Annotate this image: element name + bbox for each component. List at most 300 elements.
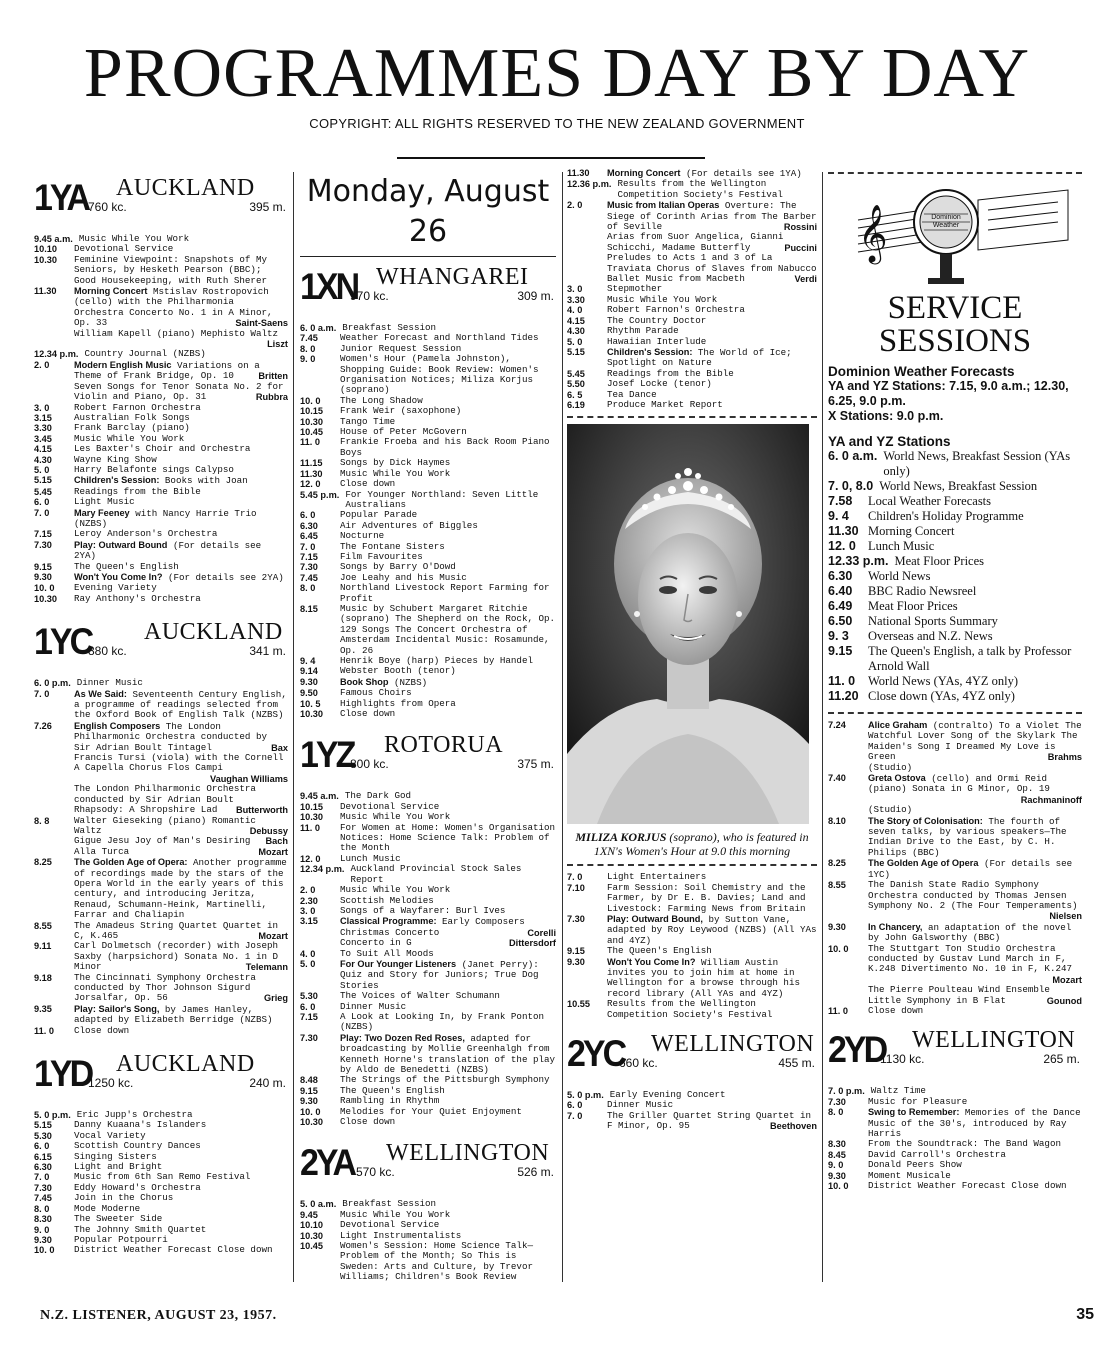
station-city: WELLINGTON	[912, 1027, 1076, 1054]
programme-description	[617, 179, 817, 200]
programme-title: Alice Graham	[868, 720, 928, 730]
programme-time: 5.45	[567, 368, 585, 379]
programme-details: Music by Schubert Margaret Ritchie (soprano) The Shepherd on the Rock, Op. 129 Songs The Concert Orchestra of Amsterdam Incidental Music: Rosamunde, Op. 26	[340, 602, 556, 656]
programme-description	[607, 232, 817, 253]
programme-entry	[300, 583, 556, 604]
programme-time: 6. 0 p.m.	[34, 678, 71, 689]
programme-details: (For details see 1YC)	[868, 858, 1073, 880]
programme-time: 9.30	[34, 572, 52, 582]
programme-description	[74, 753, 288, 784]
programme-description	[340, 437, 556, 458]
programme-time: 6.15	[34, 1151, 52, 1162]
programme-time: 7.30	[828, 1096, 846, 1107]
programme-details: The Cincinnati Symphony Orchestra conducted by Thor Johnson Sigurd Jorsalfar, Op. 56	[74, 971, 256, 1004]
composer-name: Beethoven	[770, 1121, 817, 1132]
programme-entry	[828, 763, 1082, 773]
programme-description	[74, 921, 288, 942]
programme-time: 9. 0	[300, 354, 316, 365]
programme-title: Morning Concert	[607, 168, 681, 178]
programme-time	[34, 329, 74, 350]
logo-text: Dominion Weather	[931, 214, 961, 229]
station-wavelength: 375 m.	[517, 757, 554, 772]
programme-time: 8. 0	[34, 1203, 50, 1214]
day-heading: Monday, August 26	[306, 174, 550, 249]
programme-time: 4.15	[567, 315, 585, 326]
service-row	[828, 599, 1082, 614]
station-callsign: 1YZ	[300, 734, 354, 777]
programme-description	[340, 1033, 556, 1076]
composer-name: Verdi	[794, 274, 817, 285]
programme-details: Preludes to Acts 1 and 3 of La Traviata Chorus of Slaves from Nabucco Ballet Music from Macbeth	[607, 252, 817, 285]
programme-entry	[828, 816, 1082, 859]
programme-entry	[300, 406, 556, 416]
programme-entry	[34, 689, 288, 721]
programme-description	[74, 721, 288, 753]
service-description: Meat Floor Prices	[894, 554, 985, 568]
programme-time: 5.30	[34, 1130, 52, 1141]
programme-time: 9.45	[300, 1209, 318, 1220]
programme-time: 12. 0	[300, 853, 321, 864]
programme-details: Memories of the Dance Music of the 30's, introduced by Ray Harris	[868, 1107, 1081, 1139]
service-description: The Queen's English, a talk by Professor Arnold Wall	[868, 644, 1072, 673]
service-description: World News	[868, 569, 931, 583]
programme-time: 9.30	[828, 1170, 846, 1181]
programme-description	[74, 540, 288, 562]
programme-details: Carl Dolmetsch (recorder) with Joseph Saxby (harpsichord) Sonata No. 1 in D Minor	[74, 940, 278, 973]
programme-list-2yc	[567, 1090, 817, 1132]
programme-details: Vocal Variety	[74, 1129, 146, 1141]
programme-entry	[300, 354, 556, 396]
programme-description	[607, 883, 817, 914]
programme-time	[34, 753, 74, 784]
programme-time: 11.30	[567, 168, 590, 178]
station-callsign: 2YD	[828, 1029, 886, 1072]
programme-details: Walter Gieseking (piano) Romantic Waltz	[74, 814, 256, 836]
programme-details: Scottish Country Dances	[74, 1140, 201, 1152]
programme-details: A Look at Looking In, by Frank Ponton (NZBS)	[340, 1010, 544, 1033]
programme-time	[567, 232, 607, 253]
station-wavelength: 395 m.	[249, 200, 286, 214]
programme-time: 11. 0	[300, 437, 320, 448]
programme-details: Devotional Service	[340, 800, 440, 812]
station-callsign: 1YC	[34, 621, 92, 664]
programme-details: Weather Forecast and Northland Tides	[340, 332, 539, 344]
programme-details: Leroy Anderson's Orchestra	[74, 528, 218, 540]
programme-time	[300, 938, 340, 948]
programme-details: Songs of a Wayfarer: Burl Ives	[340, 904, 506, 916]
service-sessions	[828, 364, 1082, 704]
programme-time: 10.10	[300, 1220, 323, 1231]
programme-entry	[34, 1141, 288, 1151]
station-frequency: 1250 kc.	[88, 1076, 134, 1091]
photo-caption-name: MILIZA KORJUS	[575, 830, 667, 845]
programme-details: Music While You Work	[74, 432, 185, 444]
programme-description	[868, 1181, 1082, 1191]
programme-title: Play: Outward Bound,	[607, 913, 703, 924]
programme-time	[34, 836, 74, 846]
programme-details: David Carroll's Orchestra	[868, 1148, 1006, 1160]
programme-entry	[300, 709, 556, 719]
programme-description	[868, 773, 1082, 805]
programme-time: 10.45	[300, 1241, 323, 1252]
column-divider	[822, 172, 823, 1282]
programme-entry	[300, 699, 556, 709]
programme-description	[74, 360, 288, 382]
programme-details: Results from the Wellington Competition Society's Festival	[607, 998, 773, 1020]
station-frequency: 570 kc.	[356, 1165, 395, 1180]
programme-description	[868, 858, 1082, 880]
station-callsign: 1YD	[34, 1053, 92, 1095]
station-wavelength: 265 m.	[1043, 1052, 1080, 1067]
programme-entry	[34, 465, 288, 475]
programme-details: Join in the Chorus	[74, 1192, 174, 1204]
programme-entry	[828, 1107, 1082, 1139]
programme-time: 7.30	[34, 539, 52, 550]
programme-time: 7.30	[300, 562, 318, 573]
programme-description	[345, 490, 556, 511]
station-frequency: 970 kc.	[350, 289, 389, 303]
service-description: Morning Concert	[868, 524, 955, 538]
service-sessions-title: SERVICE SESSIONS	[878, 290, 1032, 359]
programme-details: District Weather Forecast Close down	[74, 1244, 273, 1256]
programme-details: To Suit All Moods	[340, 947, 434, 959]
programme-description	[350, 864, 556, 885]
programme-details: Alla Turca	[74, 845, 130, 857]
programme-time: 5. 0 a.m.	[300, 1199, 337, 1210]
programme-details: by Sutton Vane, adapted by Roy Leywood (NZBS) (All YAs and 4YZ)	[607, 913, 817, 946]
programme-entry	[567, 200, 817, 232]
programme-time: 10.30	[300, 416, 323, 427]
programme-description	[868, 880, 1082, 922]
page-header	[0, 0, 1114, 140]
programme-details: with Nancy Harrie Trio (NZBS)	[74, 507, 257, 529]
programme-details: The Danish State Radio Symphony Orchestra conducted by Thomas Jensen Symphony No. 2 (The Four Temperaments)	[868, 879, 1078, 911]
programme-time: 12.36 p.m.	[567, 179, 612, 190]
composer-name: Grieg	[264, 993, 288, 1004]
programme-details: Auckland Provincial Stock Sales Report	[350, 863, 522, 885]
service-time: 9.15	[828, 644, 853, 658]
programme-entry	[567, 232, 817, 253]
programme-time: 9.15	[34, 561, 52, 572]
programme-time: 7.15	[300, 551, 318, 562]
portrait-photo-illustration	[567, 424, 809, 824]
programme-description	[74, 497, 288, 507]
composer-name: Corelli	[527, 927, 556, 938]
service-description: Children's Holiday Programme	[868, 509, 1024, 523]
programme-details: Dinner Music	[76, 677, 143, 689]
service-description: Meat Floor Prices	[868, 599, 958, 613]
service-row	[828, 509, 1082, 524]
column-3	[567, 168, 817, 1302]
programme-time: 9.18	[34, 972, 52, 983]
section-rule	[828, 172, 1082, 174]
programme-entry	[34, 360, 288, 382]
programme-time: 3.30	[34, 423, 52, 434]
composer-name: Bax	[271, 742, 288, 753]
service-row	[828, 524, 1082, 539]
programme-details: Music While You Work	[607, 293, 718, 305]
programme-details: Popular Potpourri	[74, 1233, 168, 1245]
programme-entry	[828, 1181, 1082, 1191]
programme-details: Close down	[340, 708, 396, 720]
programme-details: Popular Parade	[340, 509, 418, 521]
programme-title: Greta Ostova	[868, 773, 926, 784]
programme-time: 9.30	[567, 956, 585, 967]
programme-time: 10.30	[300, 812, 323, 823]
programme-entry	[34, 921, 288, 942]
programme-details: Concerto in G	[340, 937, 412, 949]
section-rule	[567, 416, 817, 418]
service-row	[828, 449, 1082, 479]
programme-entry	[34, 721, 288, 753]
programme-time: 6.45	[300, 531, 318, 542]
programme-entry	[567, 883, 817, 914]
programme-time: 5. 0	[34, 464, 50, 475]
service-time: 12. 0	[828, 539, 856, 553]
section-rule	[828, 712, 1082, 714]
station-frequency: 880 kc.	[88, 644, 127, 659]
programme-description	[74, 594, 288, 604]
service-time: 6.40	[828, 584, 853, 598]
programme-details: (Studio)	[868, 804, 913, 816]
programme-entry	[300, 666, 556, 676]
composer-name: Vaughan Williams	[209, 773, 288, 784]
programme-time: 6.30	[34, 1162, 52, 1173]
programme-entry	[34, 286, 288, 329]
programme-description	[74, 784, 288, 815]
programme-description	[340, 916, 556, 938]
programme-time	[34, 382, 74, 403]
programme-entry	[34, 941, 288, 972]
station-header-1xn	[300, 265, 556, 317]
service-time: 11.30	[828, 524, 859, 538]
composer-name: Rachmaninoff	[1020, 794, 1082, 805]
programme-details: Frank Barclay (piano)	[74, 422, 190, 434]
programme-time: 9.50	[300, 688, 318, 699]
programme-details: Eddy Howard's Orchestra	[74, 1181, 201, 1193]
service-row	[828, 569, 1082, 584]
programme-description	[868, 985, 1082, 1006]
station-city: AUCKLAND	[116, 175, 255, 201]
programme-time: 8.30	[828, 1139, 846, 1150]
programme-time: 9.45 a.m.	[300, 791, 339, 802]
programme-details: The Long Shadow	[340, 394, 423, 406]
programme-details: Early Composers Christmas Concerto	[340, 916, 525, 938]
programme-time: 7.45	[300, 572, 318, 583]
programme-time: 4.30	[34, 454, 52, 465]
programme-time: 7. 0	[300, 541, 316, 552]
programme-details: Women's Session: Home Science Talk—Problem of the Month; So This is Sweden: Arts and Culture, by Trevor Williams; Children's Book Review	[340, 1240, 533, 1283]
programme-time: 10.15	[300, 801, 323, 812]
programme-time: 6. 0	[300, 1001, 316, 1012]
programme-details: Nocturne	[340, 530, 385, 542]
programme-time: 11.30	[34, 286, 57, 297]
station-frequency: 800 kc.	[350, 757, 389, 772]
programme-entry	[300, 1117, 556, 1127]
programme-time: 7. 0	[567, 872, 583, 883]
programme-details: Seven Songs for Tenor Sonata No. 2 for Violin and Piano, Op. 31	[74, 380, 284, 403]
programme-entry	[34, 349, 288, 359]
programme-details: Produce Market Report	[607, 398, 723, 410]
programme-details: Rhythm Parade	[607, 325, 679, 337]
programme-time: 10. 5	[300, 698, 321, 709]
programme-entry	[828, 858, 1082, 880]
programme-time: 9.35	[34, 1003, 52, 1014]
service-row	[828, 689, 1082, 704]
programme-time: 4.15	[34, 444, 52, 455]
programme-description	[74, 941, 288, 972]
programme-details: Arias from Suor Angelica, Gianni Schicchi, Madame Butterfly	[607, 231, 784, 253]
programme-details: Lunch Music	[340, 852, 401, 864]
programme-time: 3. 0	[300, 905, 316, 916]
programme-details: Variations on a Theme of Frank Bridge, Op. 10	[74, 359, 260, 382]
station-callsign: 1XN	[300, 266, 358, 308]
programme-details: The Voices of Walter Schumann	[340, 990, 500, 1002]
weather-ya-yz-times: YA and YZ Stations: 7.15, 9.0 a.m.; 12.30, 6.25, 9.0 p.m.	[828, 379, 1069, 408]
service-description: National Sports Summary	[868, 614, 998, 628]
programme-title: For Our Younger Listeners	[340, 958, 457, 969]
programme-entry	[300, 469, 556, 479]
programme-details: (For details see 2YA)	[167, 572, 284, 583]
programme-details: Francis Tursi (viola) with the Cornell A Capella Chorus Flos Campi	[74, 752, 284, 774]
programme-entry	[34, 784, 288, 815]
programme-details: Music While You Work	[340, 811, 451, 823]
programme-description	[340, 604, 556, 656]
programme-details: The Dark God	[344, 790, 411, 802]
programme-details: Country Journal (NZBS)	[84, 348, 206, 360]
programme-details: (cello) and Ormi Reid (piano) Sonata in G Minor, Op. 19	[868, 773, 1050, 795]
programme-entry	[34, 1193, 288, 1203]
composer-name: Debussy	[249, 825, 288, 836]
programme-details: Devotional Service	[340, 1219, 440, 1231]
programme-entry	[34, 836, 288, 846]
programme-description	[340, 949, 556, 959]
programme-entry	[34, 572, 288, 583]
programme-description	[868, 720, 1082, 763]
programme-details: Tea Dance	[607, 388, 657, 400]
programme-time: 7.30	[567, 913, 585, 924]
programme-time: 12.34 p.m.	[34, 349, 79, 360]
service-row	[828, 644, 1082, 674]
composer-name: Rossini	[783, 222, 817, 233]
programme-details: Dinner Music	[340, 1000, 407, 1012]
station-header-1yd	[34, 1052, 288, 1104]
programme-details: District Weather Forecast Close down	[868, 1180, 1067, 1192]
programme-entry	[567, 179, 817, 200]
column-2	[300, 172, 556, 1302]
service-row	[828, 614, 1082, 629]
programme-entry	[567, 347, 817, 369]
programme-time: 8.15	[300, 603, 318, 614]
programme-details: Music While You Work	[78, 233, 190, 244]
programme-details: an adaptation of the novel by John Galsworthy (BBC)	[868, 921, 1072, 944]
programme-description	[340, 583, 556, 604]
composer-name: Butterworth	[235, 805, 288, 816]
weather-x-times: X Stations: 9.0 p.m.	[828, 409, 944, 423]
programme-entry	[567, 999, 817, 1020]
programme-time: 3.30	[567, 294, 585, 305]
programme-entry	[34, 255, 288, 286]
programme-details: Danny Kuaana's Islanders	[74, 1119, 207, 1131]
programme-time: 7. 0	[34, 507, 50, 518]
programme-description	[340, 823, 556, 854]
programme-time: 5. 0 p.m.	[567, 1090, 604, 1101]
programme-time: 6. 0	[34, 1141, 50, 1152]
service-description: World News (YAs, 4YZ only)	[868, 674, 1019, 688]
programme-details: Hawaiian Interlude	[607, 335, 707, 347]
programme-description	[340, 666, 556, 676]
programme-details: Moment Musicale	[868, 1169, 951, 1181]
programme-description	[607, 347, 817, 369]
programme-details: Tango Time	[340, 415, 396, 427]
station-city: WELLINGTON	[651, 1031, 815, 1058]
composer-name: Mozart	[258, 930, 288, 941]
service-time: 11. 0	[828, 674, 856, 688]
programme-time: 3.45	[34, 433, 52, 444]
programme-entry	[300, 991, 556, 1001]
programme-time: 9. 0	[828, 1160, 844, 1171]
programme-time: 10. 0	[34, 583, 55, 594]
programme-description	[74, 255, 288, 286]
programme-entry	[300, 949, 556, 959]
programme-details: Music from 6th San Remo Festival	[74, 1171, 251, 1183]
programme-entry	[34, 487, 288, 497]
programme-entry	[300, 1241, 556, 1283]
programme-description	[74, 286, 288, 329]
programme-entry	[828, 944, 1082, 986]
programme-entry	[34, 1004, 288, 1026]
station-city: AUCKLAND	[144, 619, 283, 646]
composer-name: Telemann	[245, 962, 288, 973]
composer-name: Mozart	[1052, 974, 1082, 985]
programme-time: 9.30	[34, 1234, 52, 1245]
programme-time: 10.30	[34, 593, 57, 604]
programme-title: Play: Sailor's Song,	[74, 1003, 160, 1014]
station-wavelength: 240 m.	[249, 1076, 286, 1091]
programme-details: The Strings of the Pittsburgh Symphony	[340, 1074, 550, 1086]
portrait-photo	[567, 424, 809, 824]
programme-time: 10. 0	[300, 395, 321, 406]
programme-title: Won't You Come In?	[74, 572, 163, 582]
programme-entry	[34, 329, 288, 350]
programme-time: 8.55	[828, 880, 846, 891]
programme-details: Feminine Viewpoint: Snapshots of My Seniors, by Hesketh Pearson (BBC); Good Housekeeping, with Ruth Sherer	[74, 253, 267, 286]
programme-time: 5.15	[34, 1120, 52, 1131]
service-time: 7.58	[828, 494, 853, 508]
station-header-1ya	[34, 176, 288, 228]
programme-entry	[567, 1111, 817, 1132]
svg-text:𝄞: 𝄞	[858, 204, 888, 262]
programme-time: 11.30	[300, 468, 323, 479]
composer-name: Saint-Saens	[235, 318, 288, 329]
programme-description	[868, 1006, 1082, 1016]
programme-details: (Studio)	[868, 761, 913, 773]
programme-details: The Pierre Poulteau Wind Ensemble Little Symphony in B Flat	[868, 984, 1050, 1006]
programme-time: 10.30	[34, 254, 57, 265]
programme-list-2yc-continued	[828, 720, 1082, 1016]
programme-details: The London Philharmonic Orchestra conducted by Sir Adrian Boult Rhapsody: A Shropshire Lad	[74, 783, 256, 816]
programme-details: (contralto) To a Violet The Watchful Lover Song of the Skylark The Maiden's Song I Dreamed My Love is Green	[868, 720, 1082, 763]
programme-entry	[300, 959, 556, 991]
programme-details: Books with Joan	[164, 475, 248, 487]
programme-time: 5.45 p.m.	[300, 489, 340, 500]
programme-time: 10.15	[300, 406, 323, 417]
programme-entry	[567, 253, 817, 284]
programme-details: Northland Livestock Report Farming for Profit	[340, 582, 550, 604]
programme-description	[868, 763, 1082, 773]
programme-time: 11. 0	[300, 822, 320, 833]
programme-entry	[828, 1160, 1082, 1170]
